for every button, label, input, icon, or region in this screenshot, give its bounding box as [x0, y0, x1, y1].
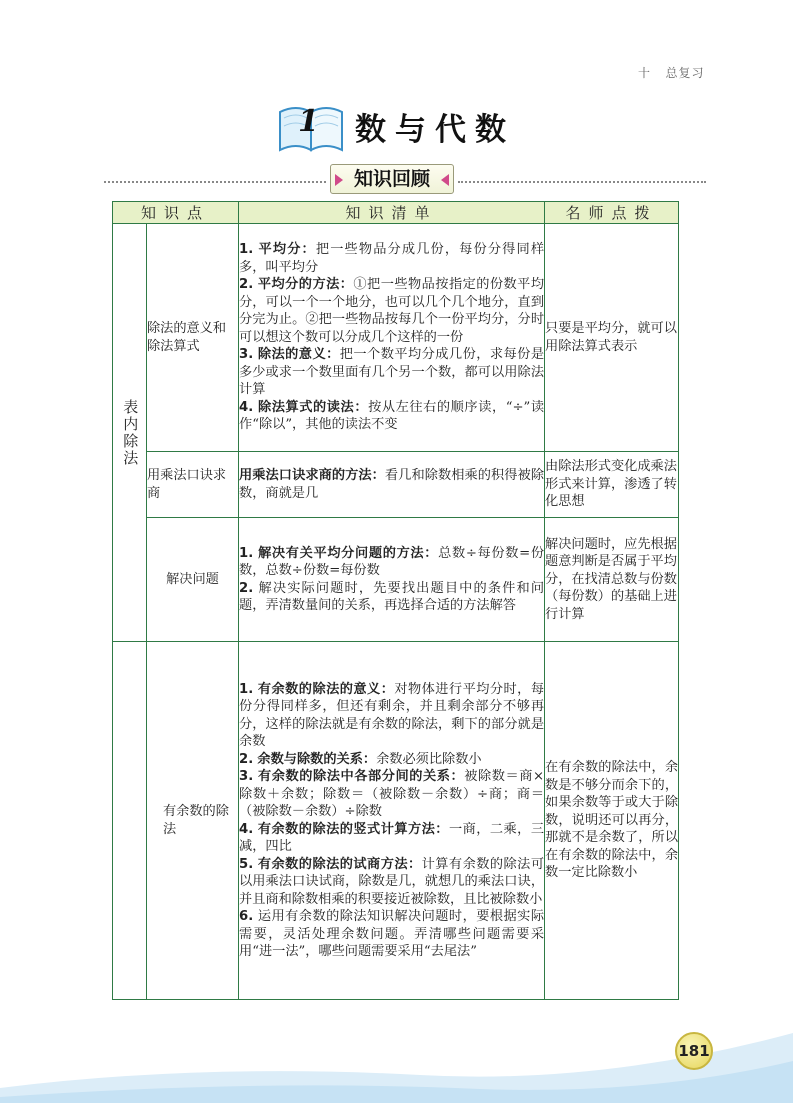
divider-left [104, 181, 326, 183]
title-number: 1 [298, 104, 319, 139]
topic-cell: 有余数的除法 [147, 642, 239, 1000]
list-item: 2. 解决实际问题时，先要找出题目中的条件和问题，弄清数量间的关系，再选择合适的方法解答 [239, 580, 545, 613]
header-tip: 名师点拨 [545, 202, 679, 224]
page-number-badge: 181 [675, 1032, 713, 1070]
wave-decoration [0, 993, 793, 1103]
list-item: 3. 除法的意义：把一个数平均分成几份，求每份是多少或求一个数里面有几个另一个数，都可以用除法计算 [239, 347, 545, 398]
header-topic: 知识点 [113, 202, 239, 224]
topic-cell: 除法的意义和除法算式 [147, 224, 239, 452]
tip-cell: 由除法形式变化成乘法形式来计算，渗透了转化思想 [545, 452, 679, 518]
group-cell [113, 224, 147, 642]
list-cell [239, 642, 545, 1000]
tip-cell: 解决问题时，应先根据题意判断是否属于平均分，在找清总数与份数（每份数）的基础上进行计算 [545, 518, 679, 642]
table-row [113, 224, 679, 452]
chapter-header [638, 64, 704, 81]
header-list: 知识清单 [239, 202, 545, 224]
arrow-left-icon [441, 174, 449, 186]
list-item: 2. 平均分的方法：①把一些物品按指定的份数平均分，可以一个一个地分，也可以几个几个地分，直到分完为止。②把一些物品按每几个一份平均分，分时可以想这个数可以分成几个这样的一份 [239, 277, 545, 345]
list-item: 6. 运用有余数的除法知识解决问题时，要根据实际需要，灵活处理余数问题。弄清哪些问题需要采用“进一法”，哪些问题需要采用“去尾法” [239, 909, 545, 959]
section-label [330, 164, 454, 194]
list-item: 1. 有余数的除法的意义：对物体进行平均分时，每份分得同样多，但还有剩余，并且剩余部分不够再分，这样的除法就是有余数的除法，剩下的部分就是余数 [239, 681, 545, 749]
list-item: 用乘法口诀求商的方法：看几和除数相乘的积得被除数，商就是几 [239, 468, 545, 501]
list-item: 1. 平均分：把一些物品分成几份，每份分得同样多，叫平均分 [239, 242, 545, 275]
topic-cell: 用乘法口诀求商 [147, 452, 239, 518]
chapter-name: 总复习 [665, 66, 705, 80]
list-item: 5. 有余数的除法的试商方法：计算有余数的除法可以用乘法口诀试商，除数是几，就想几的乘法口诀，并且商和除数相乘的积要接近被除数，且比被除数小 [239, 856, 545, 907]
list-item: 1. 解决有关平均分问题的方法：总数÷每份数=份数，总数÷份数=每份数 [239, 545, 545, 578]
list-cell [239, 224, 545, 452]
tip-cell: 只要是平均分，就可以用除法算式表示 [545, 224, 679, 452]
tip-cell: 在有余数的除法中，余数是不够分而余下的，如果余数等于或大于除数，说明还可以再分，那就不是余数了，所以在有余数的除法中，余数一定比除数小 [545, 642, 679, 1000]
page-title: 数与代数 [355, 112, 515, 148]
section-label-text: 知识回顾 [353, 168, 430, 190]
table-row [113, 642, 679, 1000]
list-item: 4. 有余数的除法的竖式计算方法：一商，二乘，三减，四比 [239, 821, 545, 854]
chapter-mark: 十 [638, 66, 652, 80]
divider-right [458, 181, 706, 183]
list-item: 2. 余数与除数的关系：余数必须比除数小 [239, 751, 482, 767]
group-label: 表内除法 [121, 398, 140, 467]
group-cell-empty [113, 642, 147, 1000]
table-row [113, 452, 679, 518]
list-cell [239, 452, 545, 518]
list-item: 3. 有余数的除法中各部分间的关系：被除数＝商×除数＋余数；除数＝（被除数－余数）÷商；商＝（被除数－余数）÷除数 [239, 769, 545, 819]
list-cell [239, 518, 545, 642]
list-item: 4. 除法算式的读法：按从左往右的顺序读，“÷”读作“除以”，其他的读法不变 [239, 399, 545, 433]
knowledge-table [112, 201, 679, 1000]
table-row [113, 518, 679, 642]
topic-cell: 解决问题 [147, 518, 239, 642]
arrow-right-icon [335, 174, 343, 186]
